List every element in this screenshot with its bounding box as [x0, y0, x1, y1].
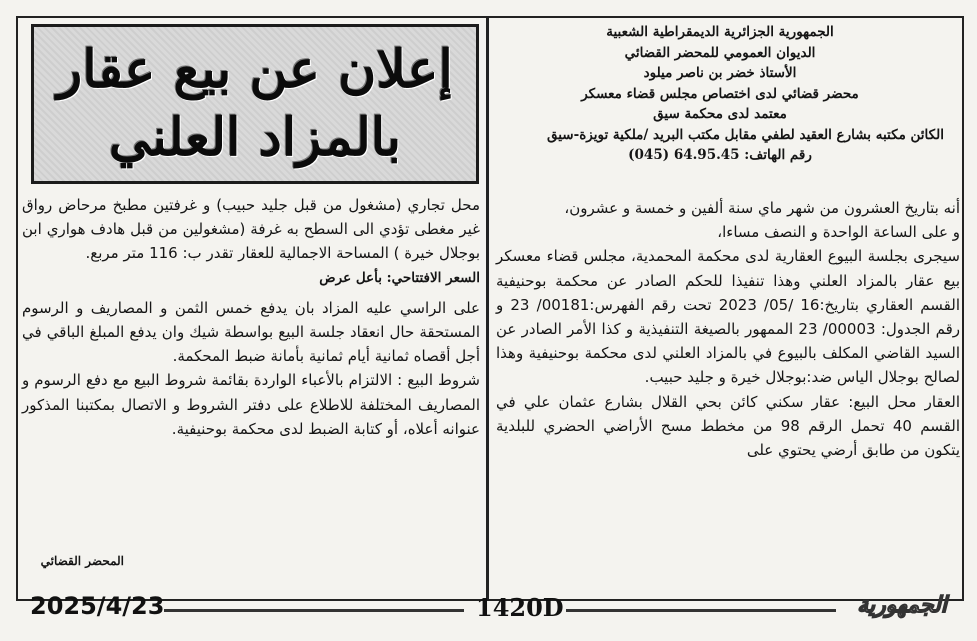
column-divider: [486, 18, 489, 599]
footer-rule-left: [164, 609, 464, 612]
header-accreditation: معتمد لدى محكمة سيق: [653, 106, 787, 122]
title-line-2: بالمزاد العلني: [108, 107, 402, 168]
paragraph-payment-terms: على الراسي عليه المزاد بان يدفع خمس الثمن و المصاريف و الرسوم المستحقة حال انعقاد جلسة البيع بواسطة شيك وان يدفع المبلغ الباقي في أجل أقصاه ثمانية أيام ثمانية بأمانة ضبط المحكمة.: [22, 298, 480, 366]
opening-price: السعر الافتتاحي: بأعل عرض: [319, 269, 480, 286]
header-name: الأستاذ خضر بن ناصر ميلود: [643, 65, 797, 81]
newspaper-logo: الجمهورية: [857, 592, 947, 618]
header-address: الكائن مكتبه بشارع العقيد لطفي مقابل مكتب البريد /ملكية تويزة-سيق: [546, 126, 944, 143]
paragraph-date: أنه بتاريخ العشرون من شهر ماي سنة ألفين و خمسة و عشرون،: [564, 199, 960, 217]
footer-rule-right: [566, 609, 836, 612]
ad-code: 1420D: [476, 593, 564, 622]
signature: المحضر القضائي: [40, 554, 124, 568]
header-jurisdiction: محضر قضائي لدى اختصاص مجلس قضاء معسكر: [581, 85, 859, 102]
paragraph-auction-details: سيجرى بجلسة البيوع العقارية لدى محكمة المحمدية، مجلس قضاء معسكر بيع عقار بالمزاد العلني وهذا تنفيذا للحكم الصادر عن محكمة بوحنيفية القسم العقاري بتاريخ:16 /05/ 2023 تحت رقم الفهرس:00181/ 23 و رقم الجدول: 00003/ 23 الممهور بالصيغة التنفيذية و كذا الأمر الصادر عن السيد القاضي المكلف بالبيوع في بالمزاد العلني لدى محكمة بوحنيفية وهذا لصالح بوجلال الياس ضد:بوجلال خيرة و جليد حبيب.: [496, 247, 961, 387]
right-column-body: [496, 196, 960, 462]
title-line-1: إعلان عن بيع عقار: [57, 39, 453, 100]
left-column-body: [22, 193, 480, 441]
paragraph-time: و على الساعة الواحدة و النصف مساءا،: [717, 223, 960, 242]
publication-date: 2025/4/23: [30, 592, 165, 620]
page-footer: [0, 589, 977, 629]
bailiff-header: [496, 22, 944, 166]
announcement-title-box: [31, 24, 479, 184]
paragraph-property-continued: محل تجاري (مشغول من قبل جليد حبيب) و غرفتين مطبخ مرحاض رواق غير مغطى تؤدي الى السطح به غرفة (مشغولين من قبل هادف هواري ابن بوجلال خيرة ) المساحة الاجمالية للعقار تقدر ب: 116 متر مربع.: [22, 196, 480, 263]
paragraph-property: العقار محل البيع: عقار سكني كائن بحي القلال بشارع عثمان علي في القسم 40 تحمل الرقم 98 من مخطط مسح الأراضي الحضري للبلدية يتكون من طابق أرضي يحتوي على: [496, 392, 960, 460]
header-phone: رقم الهاتف: 64.95.45 (045): [628, 147, 812, 163]
header-republic: الجمهورية الجزائرية الديمقراطية الشعبية: [606, 24, 834, 40]
header-office: الديوان العمومي للمحضر القضائي: [624, 44, 816, 61]
paragraph-sale-conditions: شروط البيع : الالتزام بالأعباء الواردة بقائمة شروط البيع مع دفع الرسوم و المصاريف المختلفة للاطلاع على دفتر الشروط و الاتصال بمكتبنا المذكور عنوانه أعلاه، أو كتابة الضبط لدى محكمة بوحنيفية.: [22, 371, 480, 438]
